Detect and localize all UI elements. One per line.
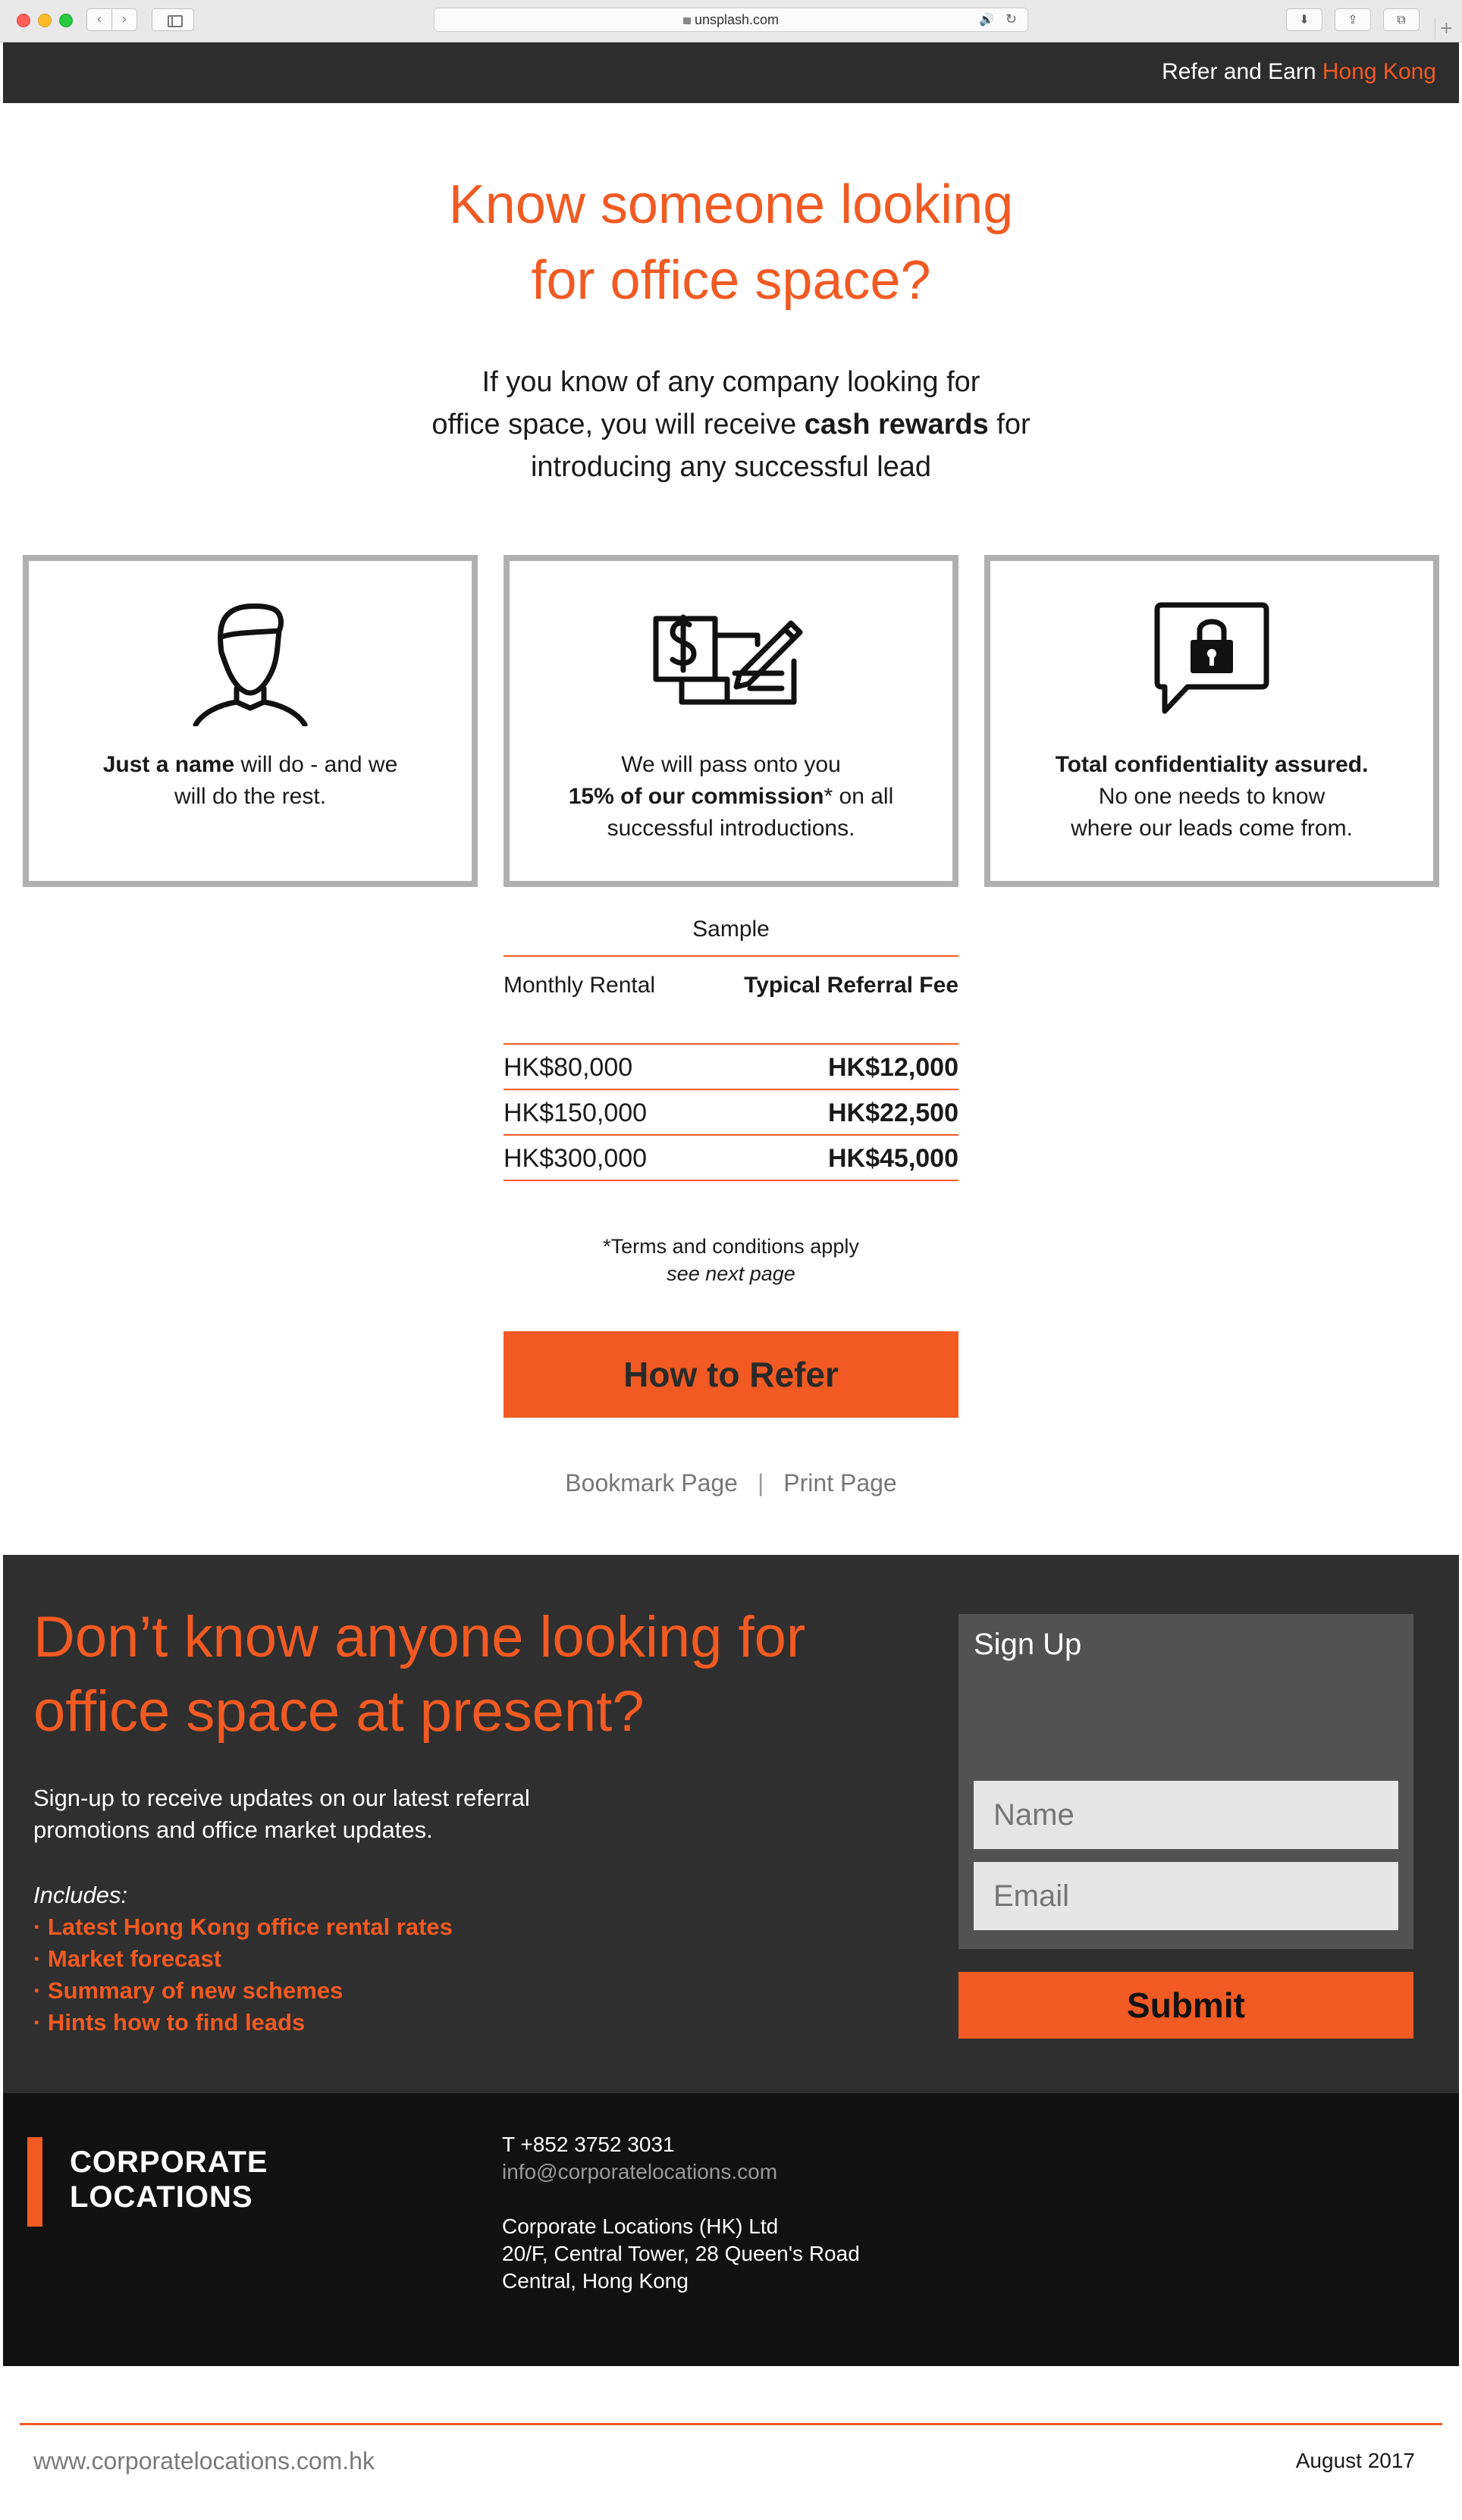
address-bar[interactable] [434, 8, 1028, 32]
feature-commission-bold: 15% of our commission [568, 784, 824, 809]
list-item: · Market forecast [33, 1945, 222, 1972]
includes-list [33, 1911, 453, 2039]
page-actions [3, 1468, 1459, 1498]
logo-line1: CORPORATE [70, 2145, 268, 2179]
zoom-window-button[interactable] [59, 14, 73, 27]
email-input[interactable] [974, 1862, 1398, 1930]
sample-table [504, 914, 958, 1181]
feature-commission-line1: We will pass onto you [621, 752, 841, 777]
hero-intro [3, 361, 1459, 488]
table-row [504, 1136, 958, 1181]
feature-text-name [44, 749, 456, 813]
hero-intro-bold: cash rewards [804, 409, 989, 440]
hero-intro-line2-after: for [988, 409, 1031, 440]
signup-description [33, 1782, 610, 1846]
terms-note [3, 1233, 1459, 1287]
lock-icon [683, 17, 691, 24]
rental-cell: HK$150,000 [504, 1099, 648, 1127]
terms-line: *Terms and conditions apply [603, 1235, 859, 1258]
feature-card-commission [504, 555, 958, 887]
fee-cell: HK$45,000 [827, 1144, 958, 1173]
signup-title [33, 1600, 805, 1749]
column-header-rental: Monthly Rental [504, 973, 656, 998]
sidebar-toggle-icon[interactable] [152, 8, 194, 31]
feature-name-text1: will do - and we [234, 752, 398, 777]
page-content [3, 42, 1459, 2520]
hero-title-line2: for office space? [531, 250, 931, 311]
speaker-icon[interactable]: 🔊 [979, 12, 994, 27]
how-to-refer-button[interactable]: How to Refer [504, 1331, 958, 1418]
terms-see-next-page: see next page [667, 1262, 795, 1285]
feature-text-commission [525, 749, 937, 845]
cheque-pen-icon [651, 599, 811, 720]
fee-cell: HK$12,000 [827, 1053, 958, 1082]
feature-confidential-bold: Total confidentiality assured. [1055, 752, 1369, 777]
feature-card-name [23, 555, 478, 887]
hero-intro-line3: introducing any successful lead [530, 451, 932, 483]
list-item: · Latest Hong Kong office rental rates [33, 1914, 453, 1940]
address-line2: Central, Hong Kong [502, 2269, 689, 2293]
sample-title: Sample [504, 914, 958, 957]
signup-form-title: Sign Up [974, 1628, 1082, 1661]
link-separator: | [757, 1469, 764, 1497]
table-row [504, 1045, 958, 1090]
footer [3, 2093, 1459, 2366]
feature-commission-line3: successful introductions. [607, 816, 855, 841]
company-logo[interactable] [70, 2145, 268, 2214]
signup-form [958, 1614, 1413, 1949]
website-url[interactable]: www.corporatelocations.com.hk [33, 2447, 375, 2475]
feature-confidential-line3: where our leads come from. [1071, 816, 1353, 841]
feature-commission-text2: * on all [824, 784, 894, 809]
browser-toolbar [0, 0, 1462, 42]
name-input[interactable] [974, 1781, 1398, 1849]
signup-title-line2: office space at present? [33, 1679, 645, 1744]
bookmark-page-link[interactable]: Bookmark Page [565, 1469, 738, 1497]
feature-card-confidential [984, 555, 1439, 887]
signup-title-line1: Don’t know anyone looking for [33, 1605, 806, 1669]
email-link[interactable]: info@corporatelocations.com [502, 2160, 778, 2183]
header-title-prefix: Refer and Earn [1162, 59, 1316, 84]
back-arrow-icon[interactable]: ‹ [86, 8, 112, 31]
phone-number: T +852 3752 3031 [502, 2133, 675, 2156]
address-line1: 20/F, Central Tower, 28 Queen's Road [502, 2242, 860, 2265]
feature-name-text2: will do the rest. [174, 784, 327, 809]
print-page-link[interactable]: Print Page [783, 1469, 897, 1497]
fee-cell: HK$22,500 [827, 1099, 958, 1127]
table-row [504, 1090, 958, 1136]
sample-header-row [504, 957, 958, 1045]
downloads-icon[interactable]: ⬇ [1286, 8, 1322, 31]
tabs-overview-icon[interactable]: ⧉ [1383, 8, 1420, 31]
lock-speech-bubble-icon [1151, 599, 1272, 720]
minimize-window-button[interactable] [38, 14, 52, 27]
footer-divider [20, 2423, 1442, 2425]
publication-date: August 2017 [1295, 2449, 1415, 2472]
reload-icon[interactable]: ↻ [1005, 11, 1017, 27]
list-item: · Summary of new schemes [33, 1977, 344, 2004]
signup-section [3, 1555, 1459, 2093]
includes-label: Includes: [33, 1882, 128, 1908]
company-name: Corporate Locations (HK) Ltd [502, 2214, 779, 2238]
url-text: unsplash.com [694, 12, 780, 27]
feature-name-bold: Just a name [102, 752, 235, 777]
header-title [1162, 59, 1436, 85]
logo-bar [27, 2137, 42, 2227]
submit-button[interactable]: Submit [958, 1972, 1413, 2039]
share-icon[interactable]: ⇪ [1335, 8, 1371, 31]
header-bar [3, 42, 1459, 103]
feature-confidential-line2: No one needs to know [1098, 784, 1326, 809]
rental-cell: HK$300,000 [504, 1144, 648, 1173]
hero-intro-line1: If you know of any company looking for [482, 366, 980, 398]
person-icon [190, 599, 311, 726]
column-header-fee: Typical Referral Fee [744, 973, 958, 998]
rental-cell: HK$80,000 [504, 1053, 633, 1082]
logo-line2: LOCATIONS [70, 2180, 253, 2214]
feature-text-confidential [1006, 749, 1418, 845]
list-item: · Hints how to find leads [33, 2009, 306, 2036]
close-window-button[interactable] [17, 14, 30, 27]
contact-info [502, 2131, 860, 2295]
hero-intro-line2-before: office space, you will receive [431, 409, 805, 440]
forward-arrow-icon[interactable]: › [111, 8, 137, 31]
new-tab-icon[interactable]: + [1435, 18, 1457, 39]
signup-desc-line2: promotions and office market updates. [33, 1816, 433, 1843]
hero-title-line1: Know someone looking [448, 174, 1014, 235]
hero-title [3, 167, 1459, 318]
signup-desc-line1: Sign-up to receive updates on our latest referral [33, 1785, 530, 1811]
header-title-accent: Hong Kong [1322, 59, 1436, 84]
